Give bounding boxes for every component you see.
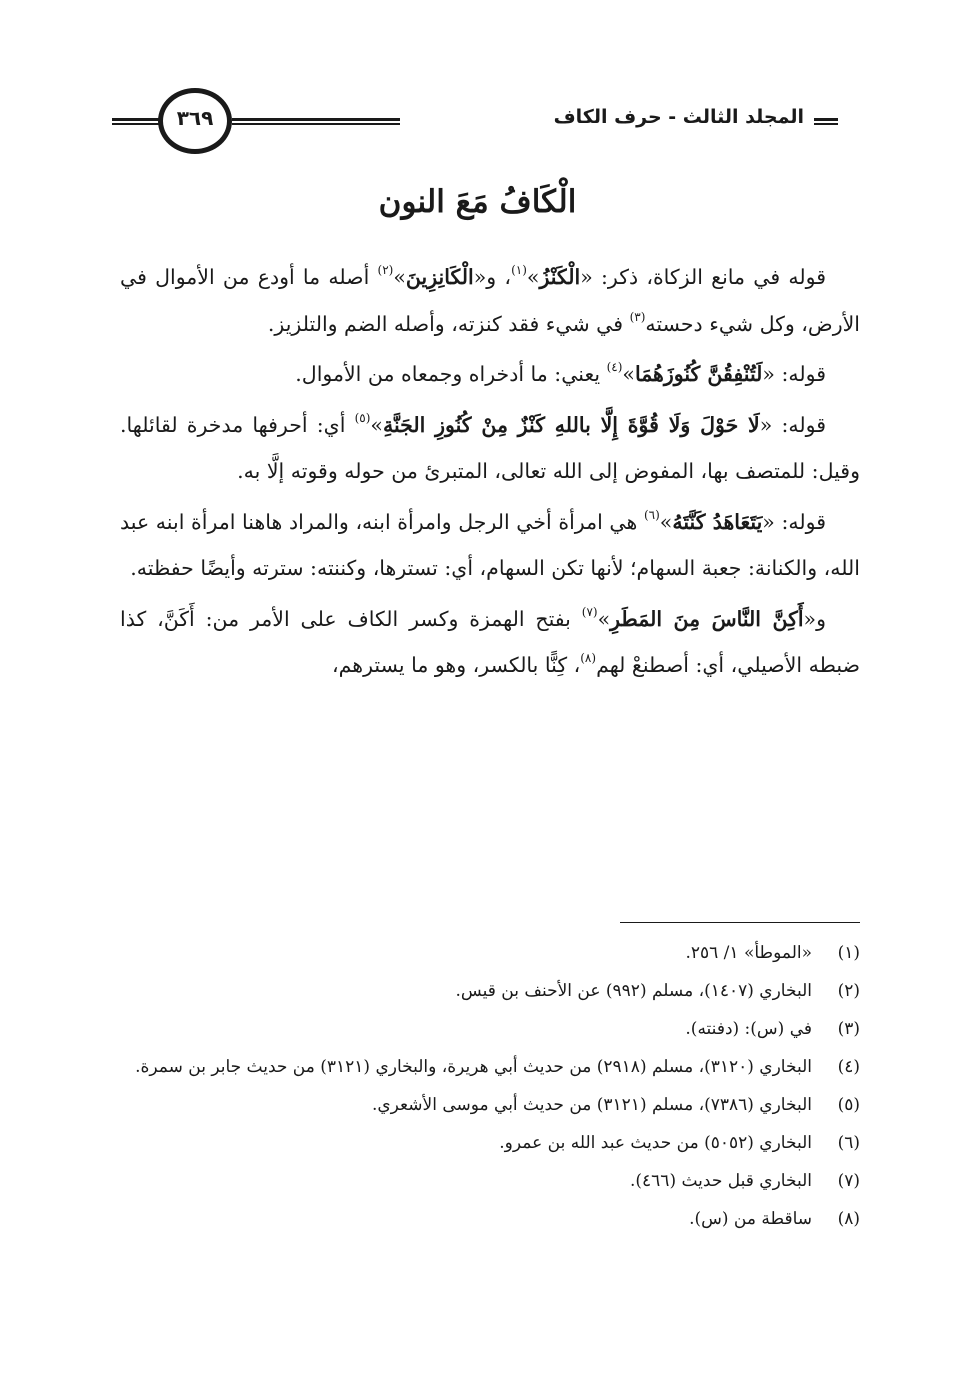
text-run: »: [526, 265, 540, 289]
footnote-number: (٧): [837, 1171, 860, 1191]
body-text: [120, 254, 860, 693]
text-run: ، كِنًّا بالكسر، وهو ما يسترهم،: [332, 653, 581, 677]
footnote-ref: (١): [511, 263, 527, 277]
footnote-item: [118, 1162, 860, 1200]
hadith-quote: يَتَعَاهَدُ كَنَّتَهُ: [672, 509, 763, 534]
header-rule-middle: [232, 118, 400, 125]
footnotes: [118, 934, 860, 1238]
footnote-separator: [620, 922, 860, 923]
running-header: [112, 88, 838, 158]
paragraph: [120, 402, 860, 495]
footnote-text: البخاري قبل حديث (٤٦٦).: [630, 1171, 812, 1191]
footnote-item: [118, 1200, 860, 1238]
text-run: قوله: «: [759, 412, 827, 437]
footnote-ref: (٦): [643, 507, 660, 522]
text-run: في شيء فقد كنزته، وأصله الضم والتلزيز.: [267, 311, 630, 336]
hadith-quote: لَا حَوْلَ وَلَا قُوَّةَ إِلَّا باللهِ كَنْزٌ مِنْ كُنُوزِ الجَنَّةِ: [382, 412, 760, 437]
text-run: أي: أحرفها مدخرة لقائلها. وقيل: للمتصف بها، المفوض إلى الله تعالى، المتبرئ من حوله وقوته إلَّا به.: [120, 412, 860, 483]
text-run: ، و«: [473, 265, 512, 289]
footnote-text: البخاري (٥٠٥٢) من حديث عبد الله بن عمرو.: [499, 1133, 812, 1153]
header-rule-right: [814, 118, 838, 125]
footnote-text: البخاري (٧٣٨٦)، مسلم (٣١٢١) من حديث أبي موسى الأشعري.: [371, 1095, 812, 1115]
text-run: بفتح الهمزة وكسر الكاف على الأمر من: أَكَنَّ، كذا ضبطه الأصيلي، أي: أصطنعْ لهم: [120, 606, 860, 677]
paragraph: [120, 499, 860, 592]
footnote-number: (٥): [837, 1095, 860, 1115]
footnote-ref: (٧): [581, 604, 598, 619]
text-run: »: [393, 265, 406, 289]
footnote-item: [118, 972, 860, 1010]
text-run: و«: [803, 606, 826, 631]
footnote-text: في (س): (دفنته).: [685, 1019, 812, 1039]
header-rule-left: [112, 118, 160, 125]
text-run: »: [659, 509, 673, 534]
text-run: قوله في مانع الزكاة، ذكر: «: [580, 265, 827, 289]
footnote-ref: (٨): [580, 651, 597, 665]
footnote-number: (٢): [837, 981, 860, 1001]
footnote-item: [118, 1086, 860, 1124]
page-number: ٣٦٩: [176, 106, 214, 130]
footnote-number: (٤): [837, 1057, 860, 1077]
text-run: أصله ما أودع من الأموال في الأرض، وكل شيء دحسته: [120, 265, 860, 336]
paragraph: [120, 254, 860, 347]
hadith-quote: لَتُنْفِقُنَّ كُنُوزَهُمَا: [634, 362, 763, 386]
text-run: »: [622, 362, 635, 386]
footnote-text: البخاري (٣١٢٠)، مسلم (٢٩١٨) من حديث أبي هريرة، والبخاري (٣١٢١) من حديث جابر بن سمرة.: [135, 1057, 812, 1077]
footnote-item: [118, 1048, 860, 1086]
text-run: قوله: «: [762, 509, 826, 534]
footnote-number: (٣): [837, 1019, 860, 1039]
footnote-text: «الموطأ» ١/ ٢٥٦.: [685, 943, 812, 963]
hadith-quote: أَكِنَّ النَّاسَ مِنَ المَطَرِ: [610, 606, 804, 631]
text-run: هي امرأة أخي الرجل وامرأة ابنه، والمراد هاهنا امرأة ابنه عبد الله، والكنانة: جعبة السهام؛ لأنها تكن السهام، أي: تسترها، وكننته: سترته وأيضًا حفظته.: [120, 509, 860, 580]
text-run: »: [597, 606, 611, 631]
entry-title: الْكَافُ مَعَ النون: [378, 184, 577, 220]
hadith-quote: الْكَانِزِينَ: [405, 265, 474, 289]
footnote-item: [118, 1010, 860, 1048]
footnote-number: (١): [837, 943, 860, 963]
footnote-text: البخاري (١٤٠٧)، مسلم (٩٩٢) عن الأحنف بن قيس.: [455, 981, 812, 1001]
page-number-ring: [158, 88, 232, 154]
paragraph: [120, 351, 860, 398]
text-run: يعني: ما أدخراه وجمعاه من الأموال.: [295, 362, 607, 386]
footnote-number: (٦): [837, 1133, 860, 1153]
text-run: قوله: «: [762, 362, 826, 386]
footnote-item: [118, 1124, 860, 1162]
hadith-quote: الْكَنْزُ: [539, 265, 581, 289]
footnote-ref: (٥): [354, 410, 371, 425]
footnote-ref: (٣): [629, 309, 646, 324]
footnote-ref: (٤): [606, 360, 623, 374]
running-title: المجلد الثالث - حرف الكاف: [553, 106, 804, 128]
footnote-number: (٨): [837, 1209, 860, 1229]
footnote-item: [118, 934, 860, 972]
paragraph: [120, 596, 860, 689]
footnote-ref: (٢): [377, 263, 394, 277]
text-run: »: [370, 412, 383, 437]
footnote-text: ساقطة من (س).: [689, 1209, 812, 1229]
